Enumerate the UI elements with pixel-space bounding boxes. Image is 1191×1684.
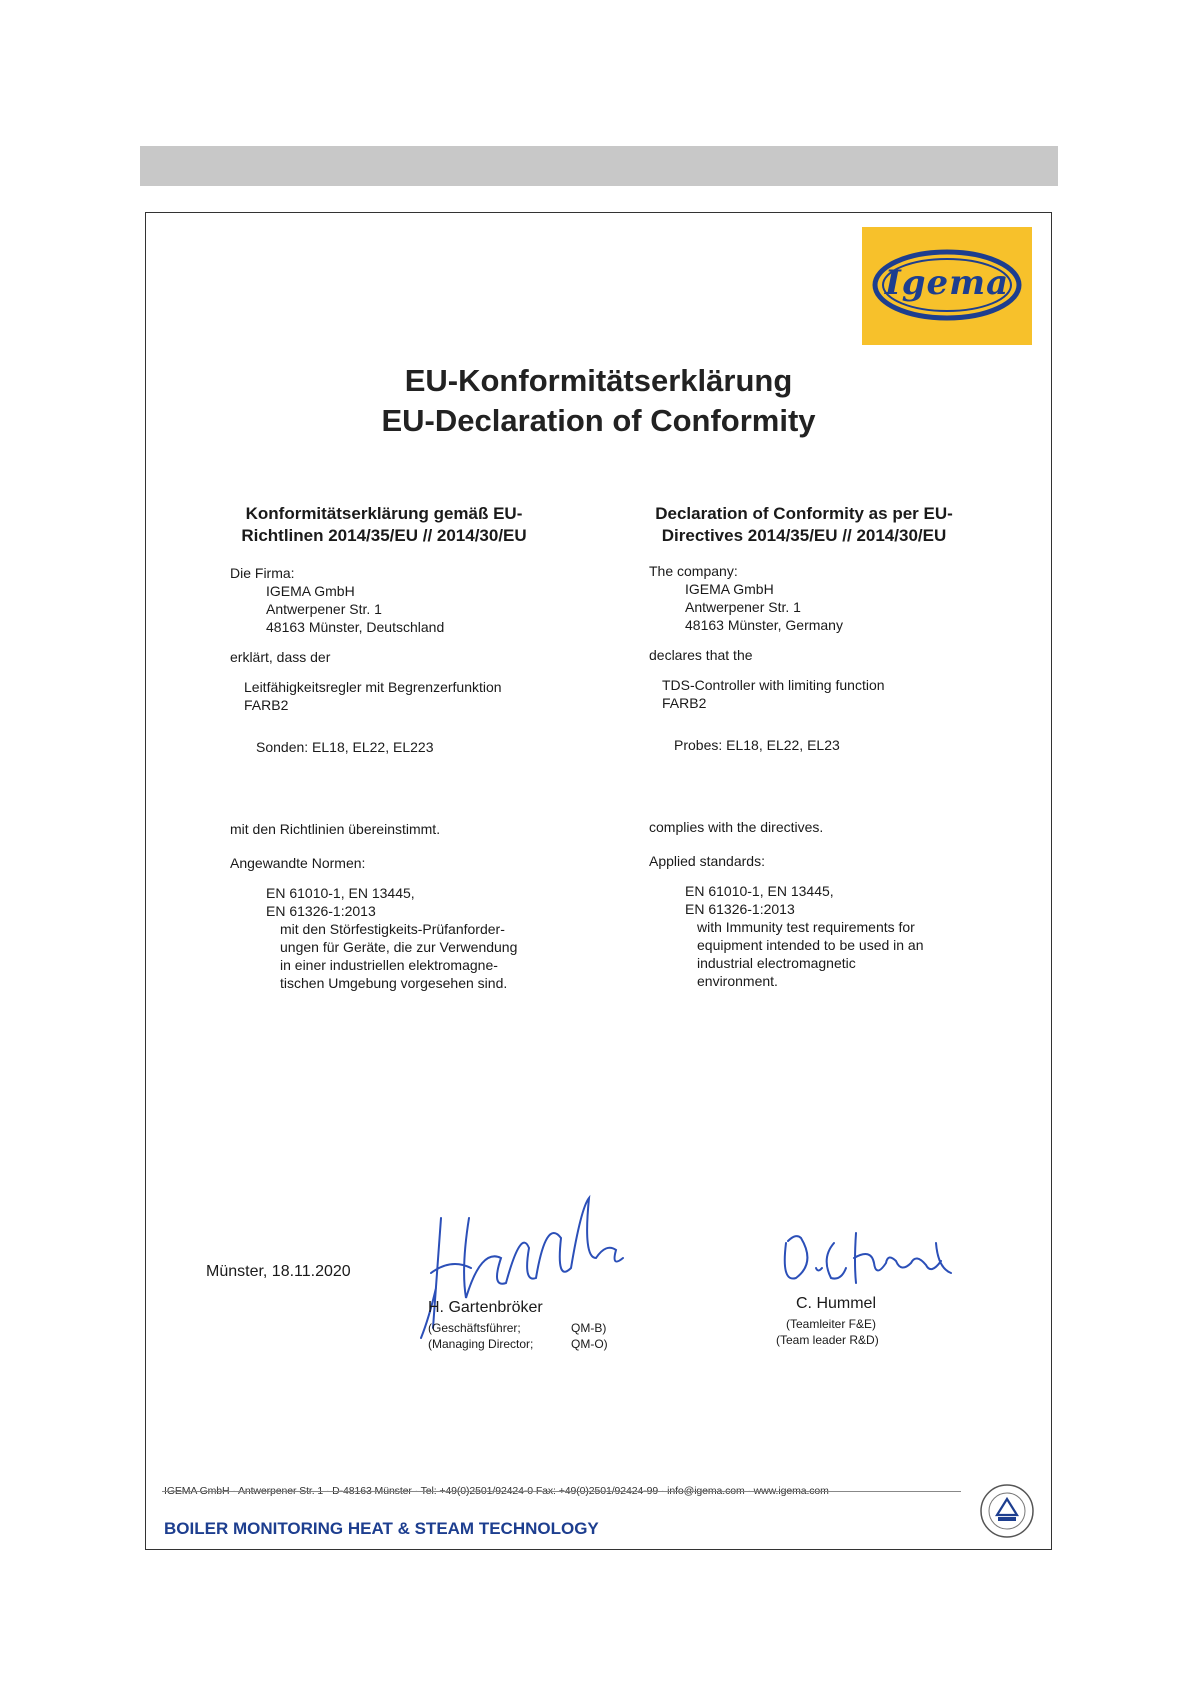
- signer1-dept-2: QM-O): [571, 1337, 608, 1351]
- right-company-name: IGEMA GmbH: [685, 581, 774, 597]
- left-product-2: FARB2: [244, 697, 289, 713]
- left-note-1: mit den Störfestigkeits-Prüfanforder-: [280, 921, 505, 937]
- left-note-3: in einer industriellen elektromagne-: [280, 957, 498, 973]
- right-complies: complies with the directives.: [649, 819, 824, 835]
- left-complies: mit den Richtlinien übereinstimmt.: [230, 821, 441, 837]
- right-note-4: environment.: [697, 973, 778, 989]
- left-standards-label: Angewandte Normen:: [230, 855, 366, 871]
- left-note-4: tischen Umgebung vorgesehen sind.: [280, 975, 508, 991]
- left-declares: erklärt, dass der: [230, 649, 331, 665]
- signer1-name: H. Gartenbröker: [428, 1299, 543, 1316]
- left-heading-1: Konformitätserklärung gemäß EU-: [245, 504, 523, 523]
- certificate-page: [145, 212, 1052, 1550]
- right-note-2: equipment intended to be used in an: [697, 937, 924, 953]
- left-standards-1: EN 61010-1, EN 13445,: [266, 885, 415, 901]
- left-company-street: Antwerpener Str. 1: [266, 601, 382, 617]
- tuv-seal-icon: [979, 1483, 1035, 1539]
- right-company-street: Antwerpener Str. 1: [685, 599, 801, 615]
- signer2-name: C. Hummel: [796, 1295, 877, 1312]
- right-standards-1: EN 61010-1, EN 13445,: [685, 883, 834, 899]
- left-standards-2: EN 61326-1:2013: [266, 903, 376, 919]
- left-probes: Sonden: EL18, EL22, EL223: [256, 739, 434, 755]
- signer2-role-2: (Team leader R&D): [776, 1333, 879, 1347]
- signature-2-scribble: [776, 1223, 966, 1293]
- footer-divider: [162, 1491, 961, 1492]
- footer-tagline: BOILER MONITORING HEAT & STEAM TECHNOLOGY: [164, 1519, 599, 1538]
- right-heading-2: Directives 2014/35/EU // 2014/30/EU: [661, 526, 947, 545]
- signer1-role-1: (Geschäftsführer;: [428, 1321, 521, 1335]
- left-heading-2: Richtlinen 2014/35/EU // 2014/30/EU: [241, 526, 527, 545]
- left-company-name: IGEMA GmbH: [266, 583, 355, 599]
- tuv-seal: [979, 1483, 1035, 1539]
- signer1-role-2: (Managing Director;: [428, 1337, 534, 1351]
- left-note-2: ungen für Geräte, die zur Verwendung: [280, 939, 518, 955]
- right-note-1: with Immunity test requirements for: [697, 919, 915, 935]
- signature-hummel: [776, 1223, 966, 1293]
- title-english: EU-Declaration of Conformity: [381, 403, 816, 438]
- right-note-3: industrial electromagnetic: [697, 955, 856, 971]
- right-company-city: 48163 Münster, Germany: [685, 617, 843, 633]
- left-company-city: 48163 Münster, Deutschland: [266, 619, 445, 635]
- right-standards-label: Applied standards:: [649, 853, 765, 869]
- right-declares: declares that the: [649, 647, 753, 663]
- title-german: EU-Konformitätserklärung: [404, 363, 793, 398]
- igema-logo: [862, 227, 1032, 345]
- left-company-label: Die Firma:: [230, 565, 295, 581]
- place-date: Münster, 18.11.2020: [206, 1263, 351, 1280]
- right-probes: Probes: EL18, EL22, EL23: [674, 737, 840, 753]
- signer2-role-1: (Teamleiter F&E): [786, 1317, 877, 1331]
- footer-address: IGEMA GmbH · Antwerpener Str. 1 · D-48163 Münster · Tel: +49(0)2501/92424-0 Fax: +49(0)2501/92424-99 · info@igema.com · www.igema.com: [164, 1485, 829, 1497]
- logo-wordmark: Igema: [884, 263, 1010, 303]
- right-heading-1: Declaration of Conformity as per EU-: [655, 504, 953, 523]
- right-company-label: The company:: [649, 563, 738, 579]
- header-bar: [140, 146, 1058, 186]
- right-product-1: TDS-Controller with limiting function: [662, 677, 885, 693]
- left-product-1: Leitfähigkeitsregler mit Begrenzerfunktion: [244, 679, 502, 695]
- signer1-dept-1: QM-B): [571, 1321, 607, 1335]
- right-standards-2: EN 61326-1:2013: [685, 901, 795, 917]
- right-product-2: FARB2: [662, 695, 707, 711]
